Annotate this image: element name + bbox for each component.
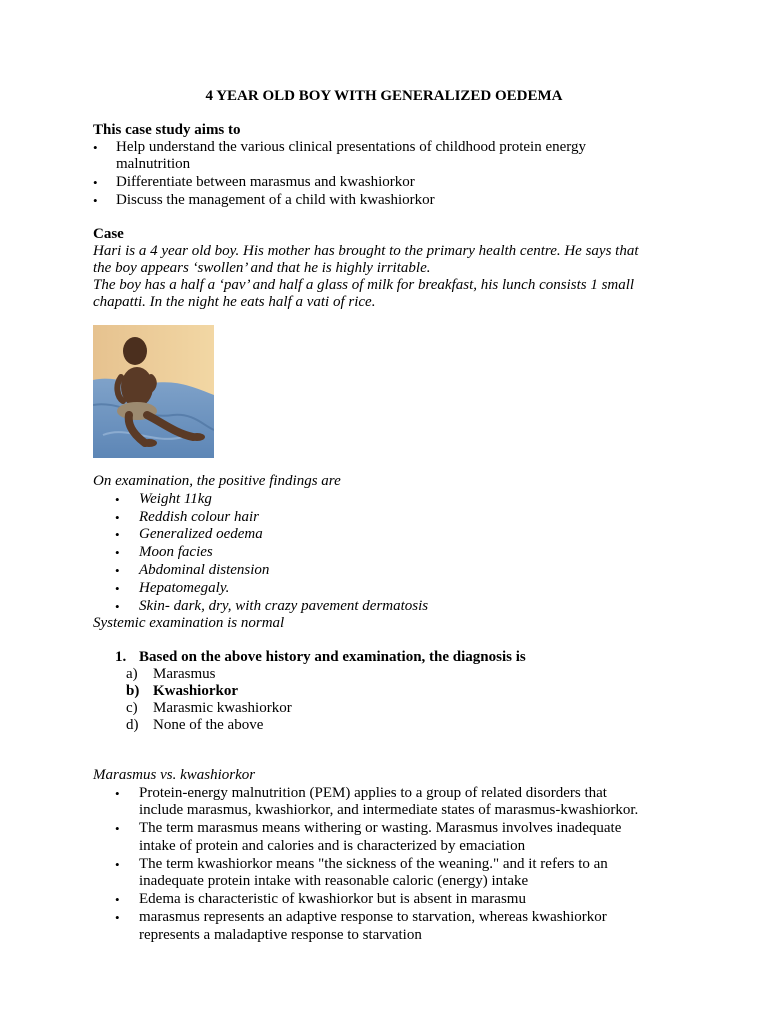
option-text: Marasmus bbox=[153, 666, 216, 682]
option-label: a) bbox=[126, 666, 138, 682]
child-photo-image bbox=[93, 325, 214, 458]
aims-section bbox=[93, 122, 683, 210]
list-item-text: The term kwashiorkor means "the sickness of the weaning." and it refers to an bbox=[139, 855, 608, 872]
bullet-icon: • bbox=[115, 910, 120, 925]
list-item-text: Skin- dark, dry, with crazy pavement dermatosis bbox=[139, 597, 429, 614]
aims-list bbox=[93, 139, 683, 209]
list-item-text: inadequate protein intake with reasonable caloric (energy) intake bbox=[139, 873, 529, 889]
list-item-text: include marasmus, kwashiorkor, and intermediate states of marasmus-kwashiorkor. bbox=[139, 802, 639, 818]
examination-section bbox=[93, 473, 428, 633]
option-d[interactable] bbox=[93, 717, 526, 734]
case-heading: Case bbox=[93, 226, 124, 242]
list-item-text: Moon facies bbox=[139, 544, 213, 561]
list-item bbox=[93, 544, 428, 562]
bullet-icon: • bbox=[115, 527, 120, 543]
option-text: Kwashiorkor bbox=[153, 683, 239, 699]
option-a[interactable] bbox=[93, 666, 526, 683]
option-label: c) bbox=[126, 700, 138, 716]
comparison-section bbox=[93, 767, 693, 945]
list-item-text: Differentiate between marasmus and kwashiorkor bbox=[116, 174, 415, 190]
aims-heading: This case study aims to bbox=[93, 122, 241, 138]
bullet-icon: • bbox=[93, 140, 98, 155]
list-item bbox=[93, 785, 693, 820]
list-item bbox=[93, 192, 683, 209]
list-item-text: Help understand the various clinical presentations of childhood protein energy bbox=[116, 139, 587, 155]
list-item bbox=[93, 580, 428, 598]
list-item bbox=[93, 174, 683, 191]
list-item-text: Abdominal distension bbox=[139, 561, 270, 578]
option-label: b) bbox=[126, 683, 140, 699]
page-title: 4 YEAR OLD BOY WITH GENERALIZED OEDEMA bbox=[205, 88, 563, 104]
list-item bbox=[93, 909, 693, 944]
comparison-heading: Marasmus vs. kwashiorkor bbox=[93, 767, 256, 783]
case-text bbox=[93, 243, 693, 311]
findings-list bbox=[93, 491, 428, 616]
bullet-icon: • bbox=[115, 562, 120, 578]
bullet-icon: • bbox=[115, 598, 120, 614]
bullet-icon: • bbox=[115, 892, 120, 907]
option-label: d) bbox=[126, 717, 139, 733]
option-b[interactable] bbox=[93, 683, 526, 700]
question-number: 1. bbox=[115, 649, 127, 665]
list-item bbox=[93, 139, 683, 173]
list-item bbox=[93, 891, 693, 909]
bullet-icon: • bbox=[115, 821, 120, 836]
list-item bbox=[93, 562, 428, 580]
bullet-icon: • bbox=[115, 785, 120, 801]
case-line: Hari is a 4 year old boy. His mother has brought to the primary health centre. He says that bbox=[93, 243, 639, 259]
list-item-text: marasmus represents an adaptive response to starvation, whereas kwashiorkor bbox=[139, 909, 607, 925]
case-line: the boy appears ‘swollen’ and that he is highly irritable. bbox=[93, 260, 431, 276]
list-item-text: intake of protein and calories and is characterized by emaciation bbox=[139, 837, 526, 854]
bullet-icon: • bbox=[93, 193, 98, 208]
question-text: Based on the above history and examination, the diagnosis is bbox=[139, 649, 526, 665]
bullet-icon: • bbox=[93, 175, 98, 190]
list-item-text: Discuss the management of a child with kwashiorkor bbox=[116, 192, 435, 208]
list-item bbox=[93, 526, 428, 544]
examination-intro: On examination, the positive findings are bbox=[93, 473, 341, 489]
list-item bbox=[93, 820, 693, 855]
bullet-icon: • bbox=[115, 509, 120, 525]
bullet-icon: • bbox=[115, 545, 120, 561]
option-c[interactable] bbox=[93, 700, 526, 717]
bullet-icon: • bbox=[115, 856, 120, 872]
bullet-icon: • bbox=[115, 491, 120, 507]
list-item-text: The term marasmus means withering or wasting. Marasmus involves inadequate bbox=[139, 820, 622, 836]
list-item bbox=[93, 856, 693, 891]
list-item-text: Hepatomegaly. bbox=[139, 579, 230, 596]
list-item bbox=[93, 598, 428, 616]
list-item-text: represents a maladaptive response to starvation bbox=[139, 926, 422, 943]
list-item-text: Edema is characteristic of kwashiorkor but is absent in marasmu bbox=[139, 891, 526, 907]
systemic-note: Systemic examination is normal bbox=[93, 615, 285, 632]
list-item-text: Generalized oedema bbox=[139, 526, 263, 543]
list-item bbox=[93, 509, 428, 527]
case-line: chapatti. In the night he eats half a vati of rice. bbox=[93, 294, 376, 310]
list-item-text: malnutrition bbox=[116, 156, 191, 172]
list-item-text: Protein-energy malnutrition (PEM) applies to a group of related disorders that bbox=[139, 784, 607, 801]
case-section bbox=[93, 226, 693, 311]
comparison-list bbox=[93, 785, 693, 945]
list-item bbox=[93, 491, 428, 509]
option-text: None of the above bbox=[153, 717, 264, 733]
options-list bbox=[93, 666, 526, 734]
case-line: The boy has a half a ‘pav’ and half a glass of milk for breakfast, his lunch consists 1 small bbox=[93, 277, 635, 293]
option-text: Marasmic kwashiorkor bbox=[153, 700, 292, 716]
list-item-text: Weight 11kg bbox=[139, 490, 212, 507]
list-item-text: Reddish colour hair bbox=[139, 508, 259, 525]
question-1 bbox=[93, 649, 526, 734]
bullet-icon: • bbox=[115, 580, 120, 596]
